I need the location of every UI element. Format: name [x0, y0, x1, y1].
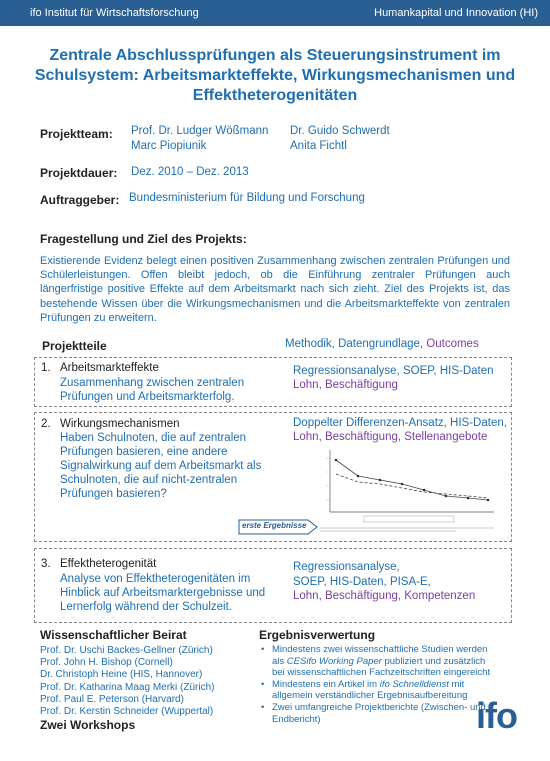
- beirat-member: Prof. Dr. Kerstin Schneider (Wuppertal): [40, 706, 214, 718]
- desc-line: Analyse von Effektheterogenitäten im: [60, 573, 251, 585]
- item-methods: [293, 560, 475, 604]
- item-title: Wirkungsmechanismen: [60, 418, 180, 430]
- header-bar: [0, 0, 550, 26]
- item-methods: [293, 364, 494, 392]
- ziel-heading: Fragestellung und Ziel des Projekts:: [40, 232, 247, 246]
- figure-legend: [364, 516, 454, 522]
- desc-line: Prüfungen und Arbeitsmarkterfolg.: [60, 391, 235, 403]
- method: Doppelter Differenzen-Ansatz,: [293, 417, 451, 429]
- figure-axes: [330, 450, 494, 512]
- projektteam-label: Projektteam:: [40, 127, 113, 141]
- desc-line: Schulnoten, die auf nicht-zentralen: [60, 474, 238, 486]
- verwertung-item: • Zwei umfangreiche Projektberichte (Zwischen- und Endbericht): [259, 702, 499, 725]
- projektteile-heading: Projektteile: [42, 339, 107, 353]
- item-number: 3.: [41, 558, 51, 570]
- logo-text: ifo: [476, 695, 517, 736]
- projektteile-legend: [285, 338, 479, 350]
- institute-name: ifo Institut für Wirtschaftsforschung: [30, 7, 199, 19]
- projektdauer-label: Projektdauer:: [40, 166, 118, 180]
- result-figure: [316, 446, 500, 534]
- method: Regressionsanalyse,: [293, 365, 403, 377]
- legend-daten: Datengrundlage,: [338, 338, 427, 350]
- projektdauer-value: Dez. 2010 – Dez. 2013: [131, 166, 249, 178]
- item-title: Effektheterogenität: [60, 558, 157, 570]
- legend-methodik: Methodik,: [285, 338, 339, 350]
- team-member: Dr. Guido Schwerdt: [290, 125, 390, 137]
- poster-title: [20, 46, 530, 106]
- outcomes: Lohn, Beschäftigung, Kompetenzen: [293, 590, 476, 602]
- outcomes: Lohn, Beschäftigung, Stellenangebote: [293, 431, 488, 443]
- desc-line: Lernerfolg während der Schulzeit.: [60, 601, 232, 613]
- beirat-member: Prof. Paul E. Peterson (Harvard): [40, 693, 184, 705]
- desc-line: Zusammenhang zwischen zentralen: [60, 377, 245, 389]
- title-line-3: Effektheterogenitäten: [192, 87, 358, 104]
- auftraggeber-value: Bundesministerium für Bildung und Forschung: [129, 192, 365, 204]
- beirat-list: [40, 645, 215, 718]
- desc-line: Hinblick auf Arbeitsmarktergebnisse und: [60, 587, 266, 599]
- method: Regressionsanalyse,: [293, 561, 400, 573]
- title-line-2: Schulsystem: Arbeitsmarkteffekte, Wirkungsmechanismen und: [34, 67, 516, 84]
- item-desc: [60, 431, 261, 501]
- desc-line: Haben Schulnoten, die auf zentralen: [60, 432, 247, 444]
- ziel-text: Existierende Evidenz belegt einen positiven Zusammenhang zwischen zentralen Prüfungen und Schülerleistungen. Offen bleibt jedoch, ob die Einführung zentraler Prüfungen auch längerfristige positive Effekte auf dem Arbeitsmarkt nach sich zieht. Ziel des Projekts ist, das bestehende Wissen über die Wirkungsmechanismen und die Arbeitsmarkteffekte von zentralen Prüfungen zu erweitern.: [40, 255, 510, 324]
- desc-line: Prüfungen basieren, eine andere: [60, 446, 228, 458]
- beirat-heading: Wissenschaftlicher Beirat: [40, 628, 187, 642]
- series-line-2: [336, 474, 488, 498]
- title-line-1: Zentrale Abschlussprüfungen als Steuerungsinstrument im: [49, 47, 501, 64]
- item-methods: [293, 416, 507, 444]
- badge-label: erste Ergebnisse: [242, 521, 307, 530]
- desc-line: Prüfungen basieren?: [60, 488, 167, 500]
- item-title: Arbeitsmarkteffekte: [60, 362, 159, 374]
- beirat-member: Prof. Dr. Katharina Maag Merki (Zürich): [40, 681, 215, 693]
- data-source: HIS-Daten,: [450, 417, 507, 429]
- verwertung-heading: Ergebnisverwertung: [259, 628, 376, 642]
- item-desc: [60, 572, 265, 614]
- ifo-logo: [476, 697, 532, 735]
- team-member: Anita Fichtl: [290, 140, 347, 152]
- legend-outcomes: Outcomes: [426, 338, 479, 350]
- auftraggeber-label: Auftraggeber:: [40, 193, 120, 207]
- item-desc: [60, 376, 244, 404]
- beirat-member: Dr. Christoph Heine (HIS, Hannover): [40, 669, 203, 681]
- workshops-heading: Zwei Workshops: [40, 718, 136, 732]
- item-number: 2.: [41, 418, 51, 430]
- data-source: SOEP, HIS-Daten, PISA-E,: [293, 575, 431, 588]
- item-number: 1.: [41, 362, 51, 374]
- desc-line: Signalwirkung auf dem Arbeitsmarkt als: [60, 460, 262, 472]
- data-source: SOEP, HIS-Daten: [402, 365, 494, 377]
- team-member: Marc Piopiunik: [131, 140, 207, 152]
- department-name: Humankapital und Innovation (HI): [374, 7, 538, 19]
- beirat-member: Prof. Dr. Uschi Backes-Gellner (Zürich): [40, 645, 213, 656]
- series-line-1: [336, 460, 488, 500]
- verwertung-item: • Mindestens ein Artikel im ifo Schnelldienst mit allgemein verständlicher Ergebnisaufbereitung: [259, 679, 499, 702]
- verwertung-item: • Mindestens zwei wissenschaftliche Studien werden als CESifo Working Paper publiziert und zusätzlich bei wissenschaftlichen Fachzeitschriften eingereicht: [259, 644, 499, 679]
- beirat-member: Prof. John H. Bishop (Cornell): [40, 657, 173, 669]
- verwertung-list: [259, 644, 499, 725]
- outcomes: Lohn, Beschäftigung: [293, 379, 398, 391]
- team-member: Prof. Dr. Ludger Wößmann: [131, 125, 269, 137]
